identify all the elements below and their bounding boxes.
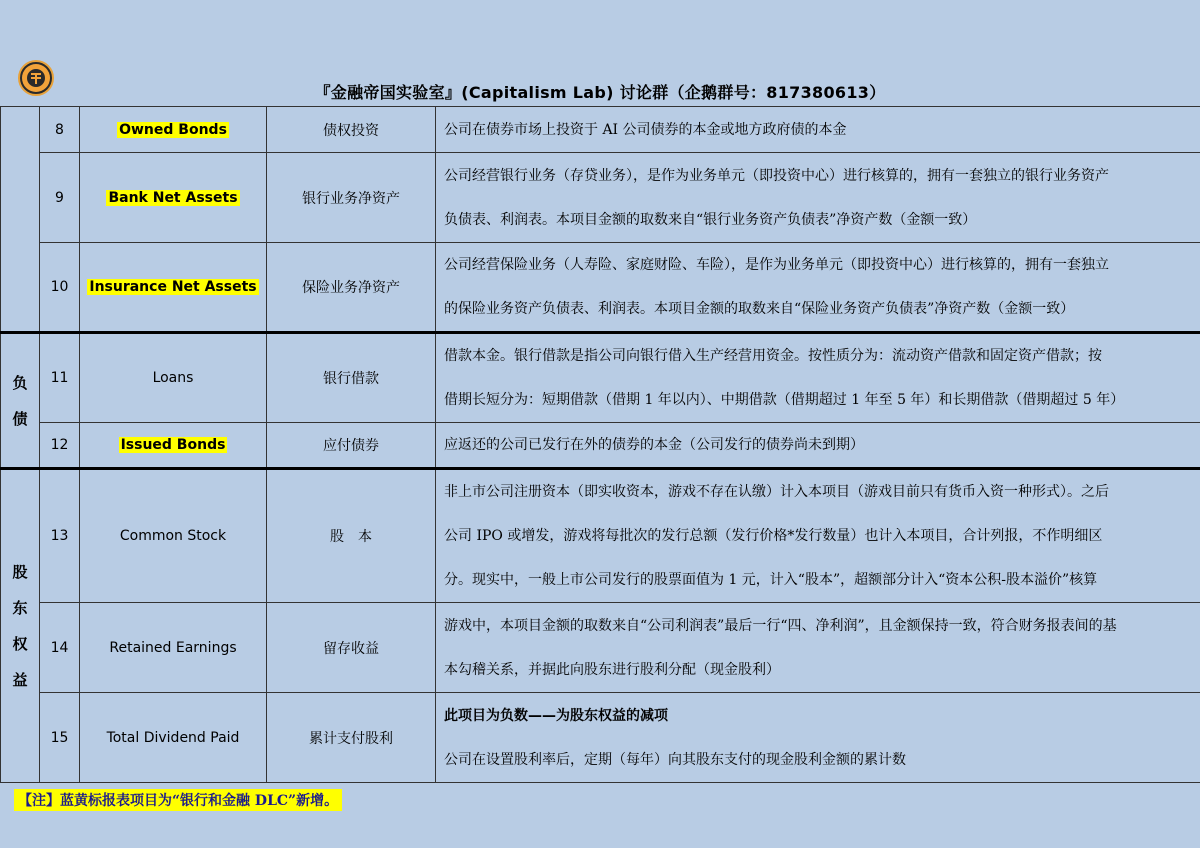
row-description <box>436 107 1200 153</box>
category-label: 股 东 权 益 <box>12 563 28 689</box>
desc-line: 借款本金。银行借款是指公司向银行借入生产经营用资金。按性质分为：流动资产借款和固定资产借款；按 <box>444 348 1102 364</box>
row-description <box>436 243 1200 333</box>
row-en-name <box>80 423 267 469</box>
desc-line: 分。现实中，一般上市公司发行的股票面值为 1 元，计入“股本”，超额部分计入“资本公积-股本溢价”核算 <box>444 572 1098 588</box>
table-row <box>1 603 1200 693</box>
row-en-name <box>80 107 267 153</box>
table-row <box>1 153 1200 243</box>
desc-line: 借期长短分为：短期借款（借期 1 年以内）、中期借款（借期超过 1 年至 5 年）和长期借款（借期超过 5 年） <box>444 392 1125 408</box>
row-description <box>436 423 1200 469</box>
table-row <box>1 107 1200 153</box>
row-en-name <box>80 153 267 243</box>
row-en-name: Common Stock <box>80 469 267 603</box>
table-row <box>1 693 1200 783</box>
row-cn-name: 股 本 <box>267 469 436 603</box>
desc-line: 游戏中，本项目金额的取数来自“公司利润表”最后一行“四、净利润”，且金额保持一致，符合财务报表间的基 <box>444 617 1117 634</box>
row-number: 9 <box>40 153 80 243</box>
category-cell-liabilities <box>1 333 40 469</box>
row-en-name <box>80 243 267 333</box>
row-number: 13 <box>40 469 80 603</box>
highlighted-label: Insurance Net Assets <box>89 279 257 295</box>
row-en-name: Retained Earnings <box>80 603 267 693</box>
desc-bold-line: 此项目为负数——为股东权益的减项 <box>444 707 668 724</box>
row-cn-name: 保险业务净资产 <box>267 243 436 333</box>
footnote: 【注】蓝黄标报表项目为“银行和金融 DLC”新增。 <box>14 789 342 811</box>
row-en-name: Loans <box>80 333 267 423</box>
row-cn-name: 累计支付股利 <box>267 693 436 783</box>
table-row <box>1 469 1200 603</box>
desc-line: 公司 IPO 或增发，游戏将每批次的发行总额（发行价格*发行数量）也计入本项目，合计列报，不作明细区 <box>444 528 1103 544</box>
desc-line: 负债表、利润表。本项目金额的取数来自“银行业务资产负债表”净资产数（金额一致） <box>444 211 977 228</box>
page-title: 『金融帝国实验室』(Capitalism Lab) 讨论群（企鹅群号：817380613） <box>314 83 886 102</box>
row-number: 11 <box>40 333 80 423</box>
highlighted-label: Issued Bonds <box>120 437 226 453</box>
row-number: 14 <box>40 603 80 693</box>
category-cell-equity <box>1 469 40 783</box>
row-description <box>436 469 1200 603</box>
row-description <box>436 603 1200 693</box>
desc-line: 本勾稽关系，并据此向股东进行股利分配（现金股利） <box>444 661 780 678</box>
table-row <box>1 243 1200 333</box>
row-number: 8 <box>40 107 80 153</box>
table-row <box>1 423 1200 469</box>
desc-line: 公司在设置股利率后，定期（每年）向其股东支付的现金股利金额的累计数 <box>444 751 906 768</box>
row-cn-name: 银行借款 <box>267 333 436 423</box>
row-number: 10 <box>40 243 80 333</box>
row-description <box>436 693 1200 783</box>
row-cn-name: 留存收益 <box>267 603 436 693</box>
highlighted-label: Owned Bonds <box>119 121 227 138</box>
row-number: 15 <box>40 693 80 783</box>
row-cn-name: 应付债券 <box>267 423 436 469</box>
row-description <box>436 333 1200 423</box>
category-label: 负 债 <box>12 373 28 428</box>
table-row <box>1 333 1200 423</box>
row-description <box>436 153 1200 243</box>
desc-line: 非上市公司注册资本（即实收资本，游戏不存在认缴）计入本项目（游戏目前只有货币入资一种形式）。之后 <box>444 484 1109 500</box>
balance-sheet-table <box>0 106 1200 783</box>
desc-line: 应返还的公司已发行在外的债券的本金（公司发行的债券尚未到期） <box>444 437 864 453</box>
desc-line: 公司经营保险业务（人寿险、家庭财险、车险），是作为业务单元（即投资中心）进行核算的，拥有一套独立 <box>444 257 1109 273</box>
row-en-name: Total Dividend Paid <box>80 693 267 783</box>
desc-line: 公司在债券市场上投资于 AI 公司债券的本金或地方政府债的本金 <box>444 121 847 138</box>
row-cn-name: 债权投资 <box>267 107 436 153</box>
category-cell-assets <box>1 107 40 333</box>
row-number: 12 <box>40 423 80 469</box>
desc-line: 公司经营银行业务（存贷业务），是作为业务单元（即投资中心）进行核算的，拥有一套独立的银行业务资产 <box>444 167 1109 184</box>
row-cn-name: 银行业务净资产 <box>267 153 436 243</box>
highlighted-label: Bank Net Assets <box>108 189 238 206</box>
desc-line: 的保险业务资产负债表、利润表。本项目金额的取数来自“保险业务资产负债表”净资产数（金额一致） <box>444 301 1075 317</box>
